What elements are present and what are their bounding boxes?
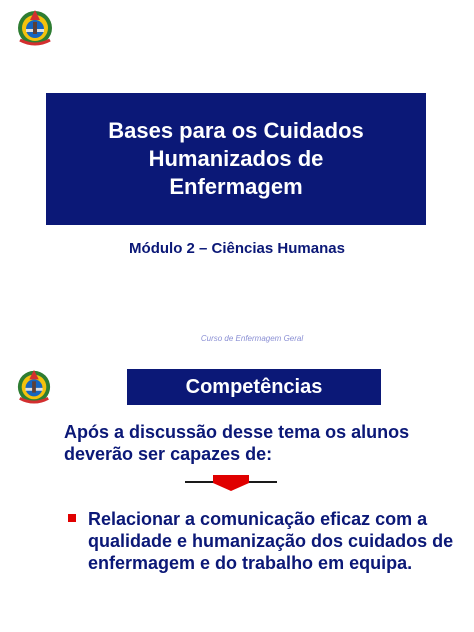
course-footer-note: Curso de Enfermagem Geral bbox=[200, 334, 304, 343]
slide-competencias bbox=[0, 352, 474, 632]
title-box bbox=[46, 93, 426, 225]
competencias-heading: Competências bbox=[185, 375, 323, 398]
coat-of-arms-icon bbox=[16, 366, 52, 406]
bullet-marker bbox=[68, 514, 76, 522]
slide-title-text: Bases para os Cuidados Humanizados de Enfermagem bbox=[108, 118, 364, 199]
module-subtitle: Módulo 2 – Ciências Humanas bbox=[129, 240, 345, 257]
coat-of-arms-icon bbox=[16, 6, 54, 48]
red-down-arrow-icon bbox=[185, 475, 277, 491]
competencias-heading-box bbox=[127, 369, 381, 405]
intro-text: Após a discussão desse tema os alunos deverão ser capazes de: bbox=[64, 422, 410, 464]
bullet-text: Relacionar a comunicação eficaz com a qualidade e humanização dos cuidados de enfermagem e do trabalho em equipa. bbox=[88, 509, 454, 573]
